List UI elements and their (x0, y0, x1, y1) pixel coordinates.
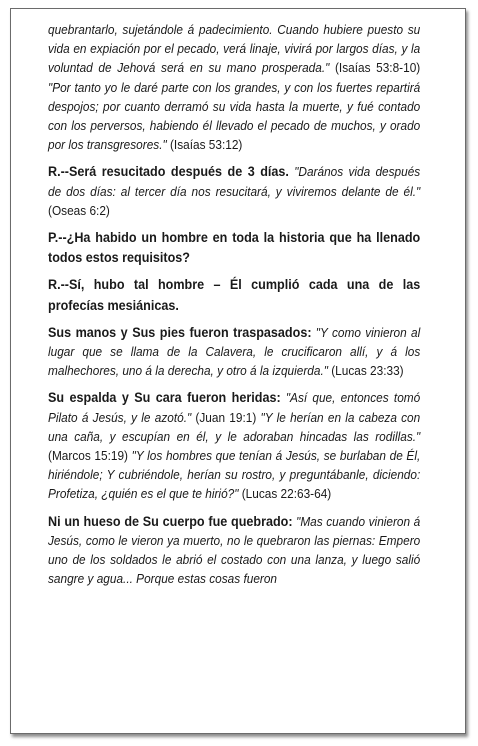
section-heading: Sus manos y Sus pies fueron traspasados: (48, 324, 312, 340)
section-heading: Su espalda y Su cara fueron heridas: (48, 390, 281, 406)
quote-text: "Darános vida después de dos días: al tercer día nos resucitará, y viviremos delante de él." (48, 165, 421, 199)
document-text (48, 21, 420, 596)
quote-text: quebrantarlo, sujetándole á padecimiento. Cuando hubiere puesto su vida en expiación por el pecado, verá linaje, vivirá por largos días, y la voluntad de Jehová será en su mano prosperada." (48, 23, 421, 76)
paragraph-resucitado (48, 162, 420, 221)
paragraph-question (48, 228, 420, 268)
quote-text: "Y le herían en la cabeza con una caña, y escupían en él, y le adoraban hincadas las rodillas." (48, 410, 421, 444)
quote-text: "Por tanto yo le daré parte con los grandes, y con los fuertes repartirá despojos; por cuanto derramó su vida hasta la muerte, y fué contado con los perversos, habiendo él llevado el pecado de muchos, y orado por los transgresores." (48, 80, 421, 153)
quote-text: "Mas cuando vinieron á Jesús, como le vieron ya muerto, no le quebraron las piernas: Empero uno de los soldados le abrió el costado con una lanza, y luego salió sangre y agua... Porque estas cosas fueron (48, 514, 421, 587)
answer-heading: R.--Será resucitado después de 3 días. (48, 164, 289, 180)
paragraph-manos-pies (48, 323, 420, 382)
paragraph-answer (48, 275, 420, 315)
quote-text: "Y como vinieron al lugar que se llama de la Calavera, le crucificaron allí, y á los malhechores, uno á la derecha, y otro á la izquierda." (48, 325, 421, 379)
paragraph-espalda-cara (48, 388, 420, 504)
citation: (Isaías 53:8-10) (329, 61, 421, 76)
quote-text: "Así que, entonces tomó Pilato á Jesús, y le azotó." (48, 391, 421, 425)
question-heading: P.--¿Ha habido un hombre en toda la historia que ha llenado todos estos requisitos? (48, 230, 421, 266)
citation: (Isaías 53:12) (166, 138, 243, 153)
paragraph-isaias (48, 21, 420, 155)
citation: (Juan 19:1) (191, 410, 261, 425)
quote-text: "Y los hombres que tenían á Jesús, se burlaban de Él, hiriéndole; Y cubriéndole, herían su rostro, y preguntábanle, diciendo: Profetiza, ¿quién es el que te hirió?" (48, 449, 421, 502)
page-card (10, 8, 466, 734)
citation: (Marcos 15:19) (48, 449, 132, 464)
citation: (Lucas 22:63-64) (238, 487, 332, 502)
citation: (Lucas 23:33) (327, 364, 404, 379)
section-heading: Ni un hueso de Su cuerpo fue quebrado: (48, 513, 293, 529)
citation: (Oseas 6:2) (48, 203, 110, 218)
paragraph-hueso (48, 512, 420, 590)
answer-heading: R.--Sí, hubo tal hombre – Él cumplió cada una de las profecías mesiánicas. (48, 277, 421, 313)
